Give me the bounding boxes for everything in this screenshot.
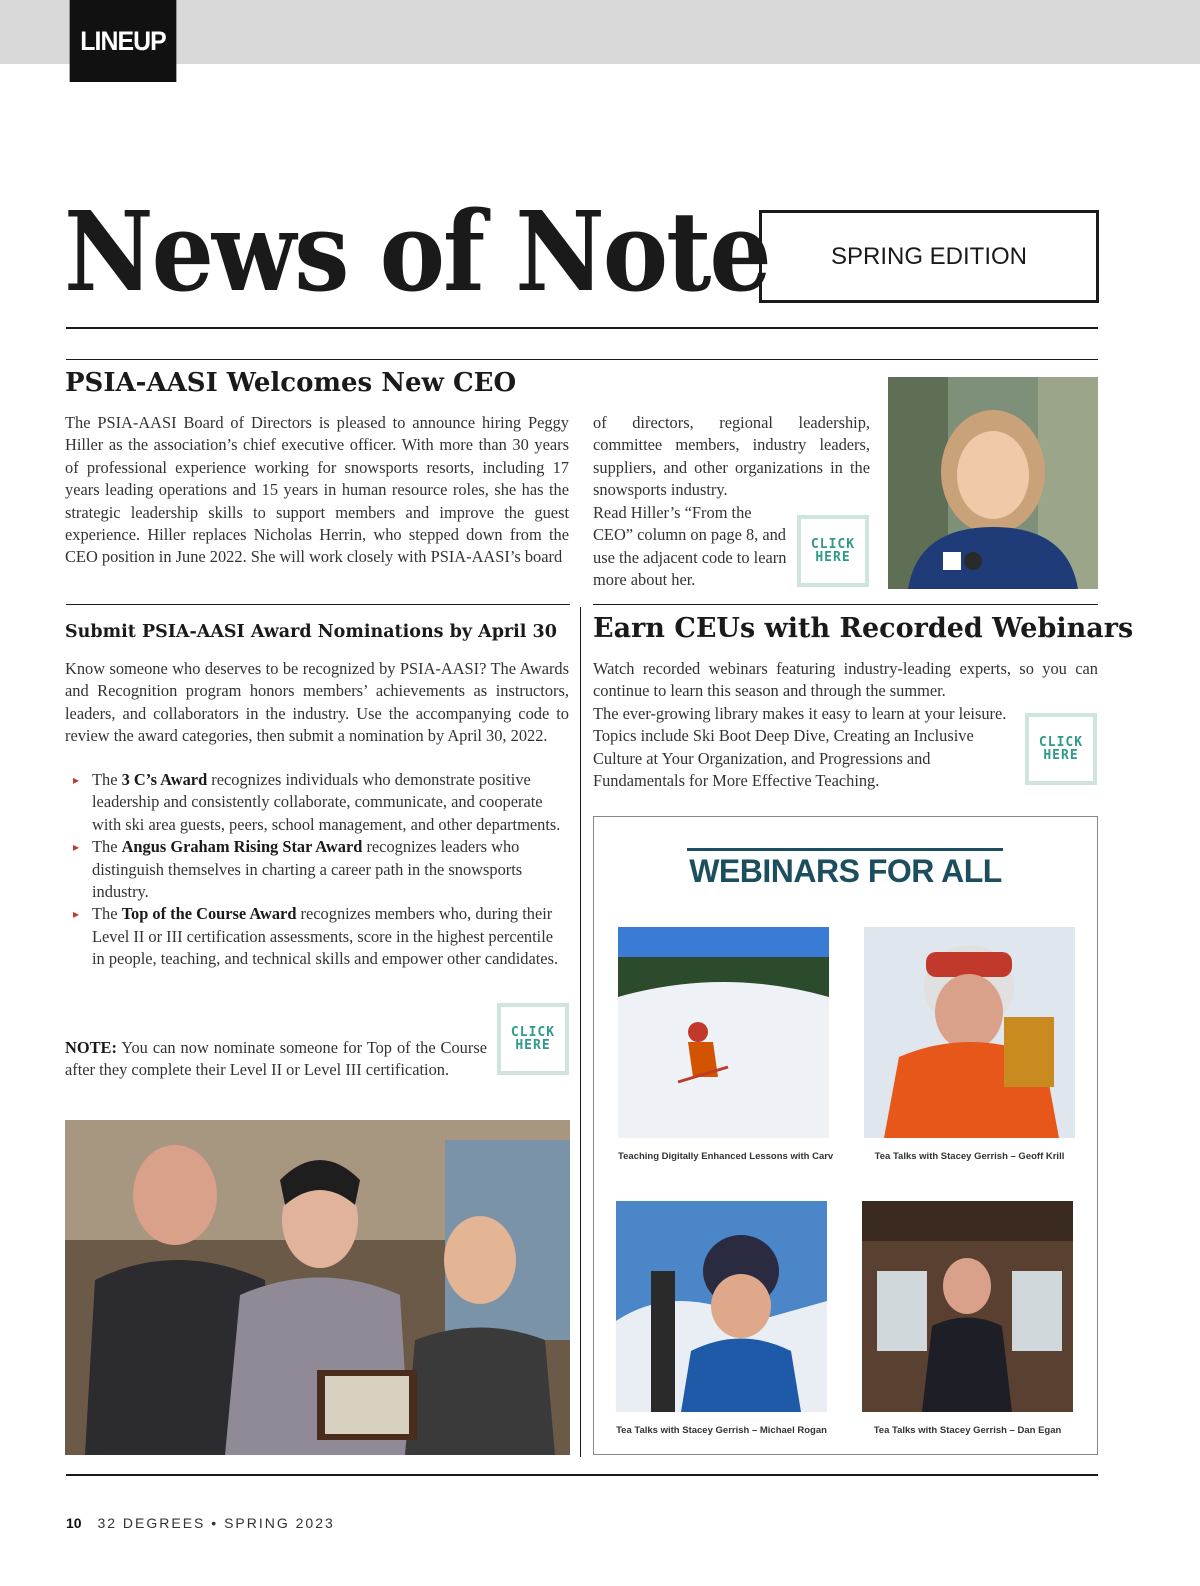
- webinars-click-here-button[interactable]: [1025, 713, 1097, 785]
- award-description: recognizes leaders who distinguish themselves in charting a career path in the snowsports industry.: [92, 837, 523, 902]
- edition-box: [759, 210, 1099, 303]
- click-label: CLICK: [1038, 735, 1084, 750]
- awards-intro: Know someone who deserves to be recognized by PSIA-AASI? The Awards and Recognition program honors members’ achievements as instructors, leaders, and collaborators in the industry. Use the accompanying code to review the award categories, then submit a nomination by April 30, 2022.: [65, 659, 569, 746]
- award-description: recognizes members who, during their Level II or III certification assessments, score in the highest percentile in people, teaching, and technical skills and empower other candidates.: [92, 904, 559, 969]
- webinar-caption: Tea Talks with Stacey Gerrish – Dan Egan: [873, 1425, 1062, 1436]
- page-title: News of Note: [64, 187, 770, 317]
- webinar-thumbnail[interactable]: [616, 1201, 827, 1412]
- award-prefix: The: [92, 770, 122, 789]
- top-band: [0, 0, 1200, 64]
- panel-title-rule: [687, 848, 1003, 851]
- award-description: recognizes individuals who demonstrate positive leadership and consistently collaborate, communicate, and cooperate with ski area guests, peers, school management, and other departments.: [92, 770, 561, 834]
- ceo-body-col2-top: of directors, regional leadership, committee members, industry leaders, suppliers, and other organizations in the snowsports industry.: [593, 413, 870, 500]
- column-divider: [580, 607, 581, 1457]
- publication-label: 32 DEGREES • SPRING 2023: [97, 1515, 335, 1531]
- here-label: HERE: [515, 1038, 551, 1053]
- webinar-thumbnail[interactable]: [862, 1201, 1073, 1412]
- awards-list: [65, 769, 569, 971]
- webinar-caption: Tea Talks with Stacey Gerrish – Michael Rogan: [616, 1425, 827, 1436]
- here-label: HERE: [1043, 748, 1079, 763]
- webinars-body-top: Watch recorded webinars featuring industry-leading experts, so you can continue to learn this season and through the summer.: [593, 659, 1098, 701]
- skier-on-slope-illustration: [618, 927, 829, 1138]
- man-in-barn-illustration: [862, 1201, 1073, 1412]
- skier-with-skis-illustration: [616, 1201, 827, 1412]
- ceo-headline: PSIA-AASI Welcomes New CEO: [65, 368, 517, 398]
- webinars-headline: Earn CEUs with Recorded Webinars: [593, 613, 1134, 644]
- award-ceremony-photo: [65, 1120, 570, 1455]
- footer: [66, 1515, 335, 1531]
- award-name: Top of the Course Award: [121, 904, 297, 924]
- portrait-illustration: [888, 377, 1098, 589]
- section-tab: LINEUP: [70, 0, 177, 82]
- award-name: Angus Graham Rising Star Award: [121, 837, 363, 857]
- webinar-thumbnail[interactable]: [864, 927, 1075, 1138]
- awards-click-here-button[interactable]: [497, 1003, 569, 1075]
- awards-headline: Submit PSIA-AASI Award Nominations by April 30: [65, 622, 557, 642]
- footer-rule: [66, 1474, 1098, 1476]
- here-label: HERE: [815, 550, 851, 565]
- click-label: CLICK: [510, 1025, 556, 1040]
- note-text: You can now nominate someone for Top of the Course after they complete their Level II or Level III certification.: [65, 1038, 487, 1080]
- ceo-body-col1: The PSIA-AASI Board of Directors is pleased to announce hiring Peggy Hiller as the association’s chief executive officer. With more than 30 years of professional experience working for snowsports resorts, including 17 years leading operations and 15 years in human resource roles, she has the strategic leadership skills to support members and improve the guest experience. Hiller replaces Nicholas Herrin, who stepped down from the CEO position in June 2022. She will work closely with PSIA-AASI’s board: [65, 413, 569, 567]
- section-rule: [66, 359, 1098, 360]
- award-prefix: The: [92, 837, 122, 857]
- webinars-panel: [593, 816, 1098, 1455]
- panel-title: WEBINARS FOR ALL: [689, 853, 1002, 889]
- note-label: NOTE:: [65, 1038, 117, 1057]
- award-name: 3 C’s Award: [121, 770, 208, 789]
- ceo-bottom-rule-right: [593, 604, 1098, 605]
- webinar-thumbnail[interactable]: [618, 927, 829, 1138]
- ceo-bottom-rule-left: [66, 604, 570, 605]
- page-number: 10: [66, 1515, 82, 1531]
- webinar-caption: Teaching Digitally Enhanced Lessons with Carv: [618, 1151, 834, 1162]
- award-prefix: The: [92, 904, 122, 924]
- award-item: [65, 836, 569, 903]
- award-item: [65, 903, 569, 970]
- award-photo-illustration: [65, 1120, 570, 1455]
- edition-label: SPRING EDITION: [830, 242, 1028, 270]
- webinar-caption: Tea Talks with Stacey Gerrish – Geoff Krill: [874, 1151, 1065, 1162]
- ceo-body-col2-bottom: Read Hiller’s “From the CEO” column on page 8, and use the adjacent code to learn more about her.: [593, 503, 787, 590]
- award-item: [65, 769, 569, 836]
- ceo-click-here-button[interactable]: [797, 515, 869, 587]
- awards-note: [65, 1037, 487, 1082]
- instructor-portrait-illustration: [864, 927, 1075, 1138]
- masthead-rule: [66, 327, 1098, 329]
- webinars-body-bottom: The ever-growing library makes it easy to learn at your leisure. Topics include Ski Boot Deep Dive, Creating an Inclusive Culture at Your Organization, and Progressions and Fundamentals for More Effective Teaching.: [593, 704, 1007, 791]
- ceo-portrait-photo: [888, 377, 1098, 589]
- click-label: CLICK: [810, 537, 856, 552]
